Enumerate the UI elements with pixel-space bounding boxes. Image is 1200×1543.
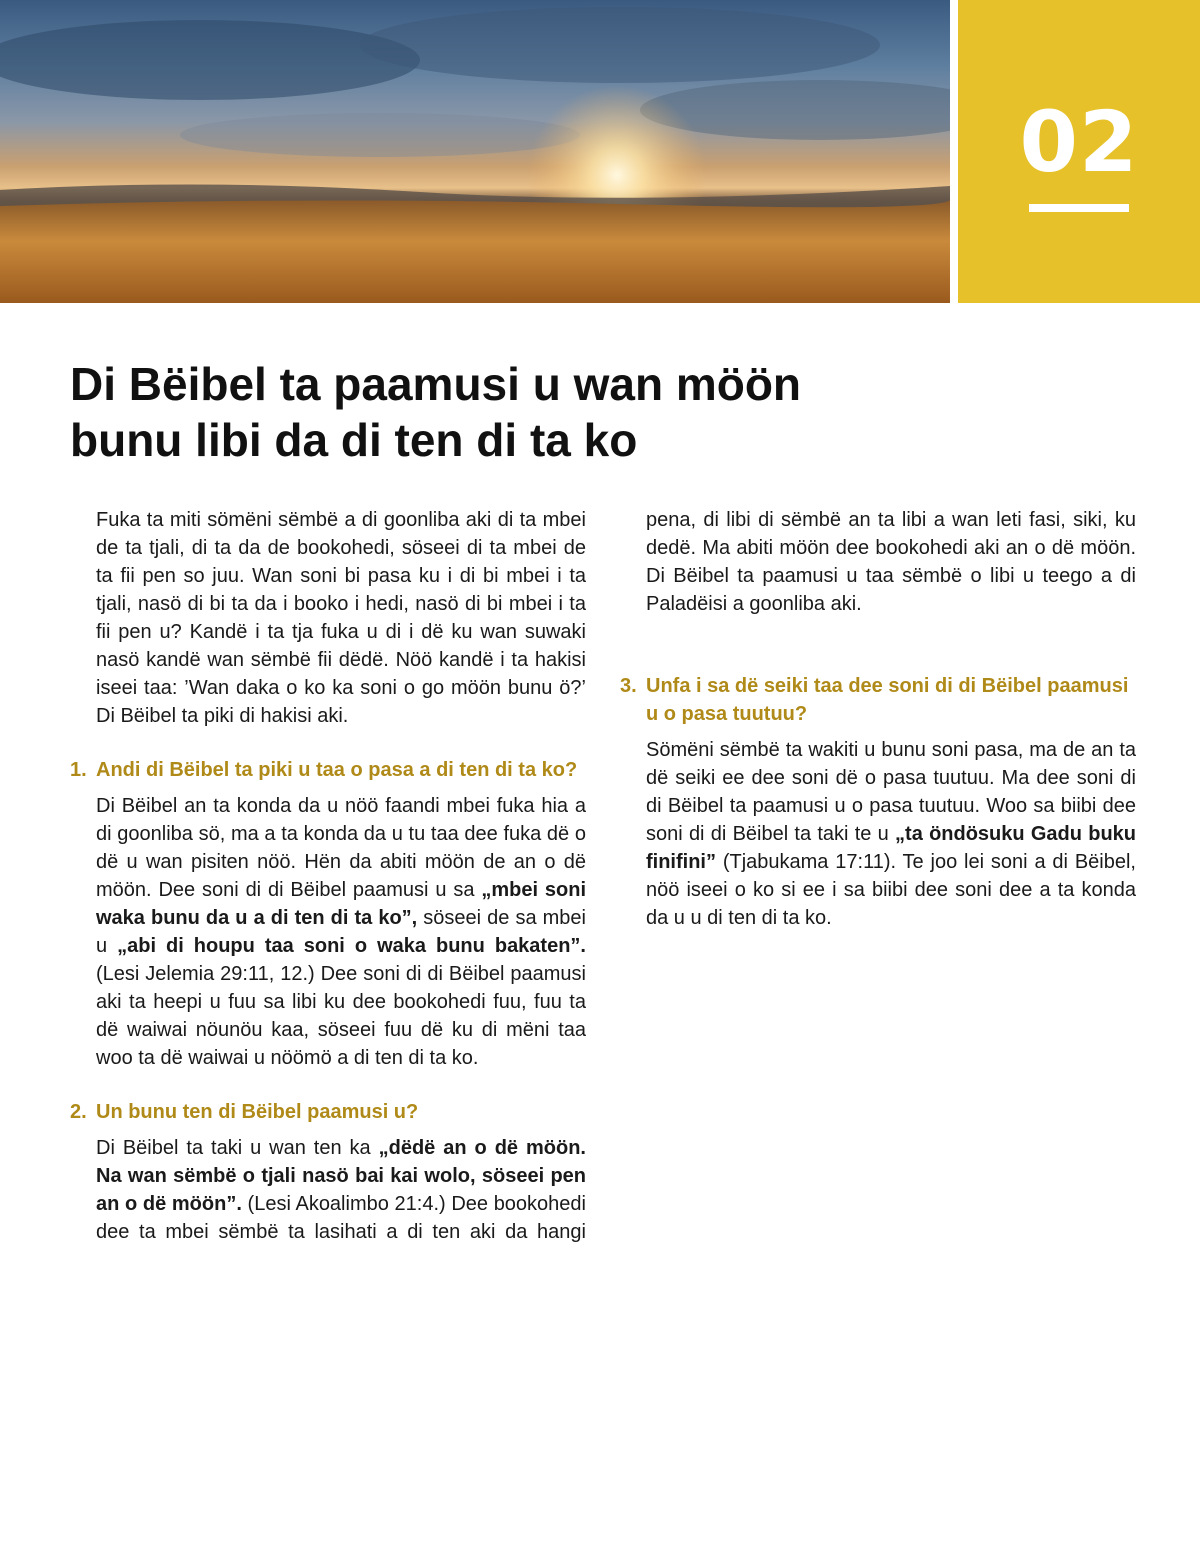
title-line-2: bunu libi da di ten di ta ko: [70, 414, 638, 466]
cloud: [360, 7, 880, 83]
question-2-text: Un bunu ten di Bëibel paamusi u?: [96, 1101, 419, 1123]
question-3-number: 3.: [620, 675, 637, 697]
right-column: [620, 506, 1136, 932]
question-1-number: 1.: [70, 759, 87, 781]
hero-image-wheat-field-sunset: [0, 0, 950, 303]
question-3-text: Unfa i sa dë seiki taa dee soni di di Bëibel paamusi u o pasa tuutuu?: [646, 675, 1129, 725]
answer-2-continuation: [646, 506, 1136, 646]
answer-3: [646, 736, 1136, 932]
answer-2-text: (Lesi Akoalimbo 21:4.) Dee bookohedi dee ta mbei sëmbë ta lasihati a di ten aki da hangi: [96, 1193, 586, 1243]
page-title: [70, 356, 930, 468]
answer-1-quote: „abi di houpu taa soni o waka bunu bakaten”.: [117, 935, 586, 957]
cloud: [180, 113, 580, 157]
intro-paragraph: Fuka ta miti sömëni sëmbë a di goonliba aki di ta mbei de ta tjali, di ta da de bookohedi, söseei di ta mbei de ta fii pen so juu. Wan soni bi pasa ku i di bi mbei i ta tjali, nasö di bi ta da i booko i hedi, nasö di bi mbei i ta fii pen u? Kandë i ta tja fuka u di i dë ku wan suwaki nasö kandë wan sëmbë fii dëdë. Nöö kandë i ta hakisi iseei taa: ’Wan daka o ko ka soni o go möön bunu ö?’ Di Bëibel ta piki di hakisi aki.: [96, 509, 586, 727]
title-line-1: Di Bëibel ta paamusi u wan möön: [70, 358, 802, 410]
question-1: [70, 756, 586, 784]
chapter-number: 02: [1019, 93, 1139, 191]
answer-1-text: söseei de sa mbei u: [96, 907, 586, 957]
chapter-rule: [1029, 204, 1129, 212]
answer-3-text: (Tjabukama 17:11). Te joo lei soni a di Bëibel, nöö iseei o ko si ee i sa biibi dee soni dee a ta konda da u u di ten di ta ko.: [646, 851, 1136, 929]
answer-1-text: (Lesi Jelemia 29:11, 12.) Dee soni di di Bëibel paamusi aki ta heepi u fuu sa libi ku dee bookohedi fuu, fuu ta dë waiwai nöunöu kaa, söseei fuu dë ku di mëni taa woo ta dë waiwai u nöömö a di ten di ta ko.: [96, 963, 586, 1069]
answer-2-quote: „dëdë an o dë möön. Na wan sëmbë o tjali nasö bai kai wolo, söseei pen an o dë möön”.: [96, 1137, 586, 1215]
question-2-number: 2.: [70, 1101, 87, 1123]
landscape-illustration: [0, 0, 950, 303]
answer-1: [96, 792, 586, 1072]
question-1-text: Andi di Bëibel ta piki u taa o pasa a di ten di ta ko?: [96, 759, 578, 781]
question-3: [620, 672, 1136, 728]
left-column: [70, 506, 587, 1246]
answer-2-part-2: [646, 506, 1136, 618]
answer-3-text: Sömëni sëmbë ta wakiti u bunu soni pasa, ma de an ta dë seiki ee dee soni dë o pasa tuutuu. Ma dee soni di di Bëibel ta paamusi u o pasa tuutuu. Woo sa biibi dee soni di di Bëibel ta taki te u: [646, 739, 1136, 845]
wheat-field: [0, 200, 950, 303]
answer-2-part-1: [96, 1134, 586, 1246]
answer-2-text: Di Bëibel ta taki u wan ten ka: [96, 1137, 379, 1159]
question-2: [70, 1098, 586, 1126]
answer-2-text: pena, di libi di sëmbë an ta libi a wan leti fasi, siki, ku dedë. Ma abiti möön dee bookohedi aki an o dë möön. Di Bëibel ta paamusi u taa sëmbë o libi u teego a di Paladëisi a goonliba aki.: [646, 509, 1136, 615]
answer-1-quote: „mbei soni waka bunu da u a di ten di ta ko”,: [96, 879, 587, 929]
chapter-badge: [958, 0, 1200, 303]
cloud: [0, 20, 420, 100]
answer-3-quote: „ta öndösuku Gadu buku finifini”: [646, 823, 1136, 873]
answer-1-text: Di Bëibel an ta konda da u nöö faandi mbei fuka hia a di goonliba sö, ma a ta konda da u tu taa dee fuka dë o dë u wan pisiten nöö. Hën da abiti möön de an o dë möön. Dee soni di di Bëibel paamusi u sa: [96, 795, 586, 901]
